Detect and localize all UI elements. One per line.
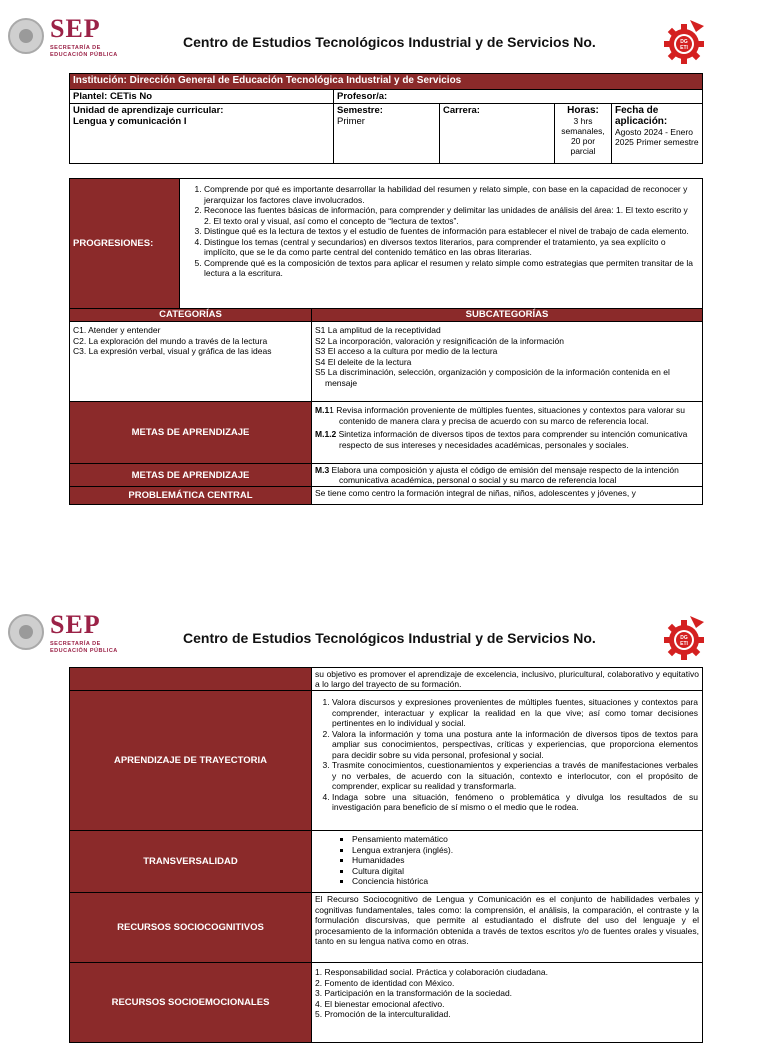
transversalidad-item: ▪ Pensamiento matemático [352,834,698,845]
institucion-cell: Institución: Dirección General de Educación Tecnológica Industrial y de Servicios [70,74,703,90]
fecha-cell [612,104,703,164]
horas-label: Horas: [567,105,599,116]
aprendizaje-label: APRENDIZAJE DE TRAYECTORIA [70,691,312,831]
page-header [0,14,768,76]
page-header [0,610,768,672]
subcategorias-header: SUBCATEGORÍAS [312,309,703,322]
aprendizaje-item: 4. Indaga sobre una situación, fenómeno o problemática y divulga los resultados de su investigación para beneficio de sí mismo o el medio que le rodea. [332,792,698,813]
subcategoria-item: S1 La amplitud de la receptividad [315,325,441,335]
mexico-seal-icon [8,614,44,650]
horas-cell [555,104,612,164]
meta-item [315,429,699,450]
fecha-value: Agosto 2024 - Enero 2025 Primer semestre [615,127,699,147]
subcategorias-cell [312,322,703,402]
meta-code: M.1 [315,405,330,415]
info-table [69,73,703,164]
semestre-cell [334,104,440,164]
meta-text: Elabora una composición y ajusta el código de emisión del mensaje respecto de la intención comunicativa académica, personal o social y su marco de referencia local [329,465,679,485]
progresiones-cell [180,179,703,309]
unidad-cell [70,104,334,164]
transversalidad-cell [312,831,703,893]
meta-item [315,405,699,426]
meta-code: M.3 [315,465,330,475]
socioemocionales-cell [312,963,703,1043]
meta-code: M.1.2 [315,429,337,439]
socioemocionales-label: RECURSOS SOCIOEMOCIONALES [70,963,312,1043]
svg-text:ETI: ETI [680,641,688,647]
socioemocional-item: 1. Responsabilidad social. Práctica y colaboración ciudadana. [315,967,548,977]
socioemocional-item: 2. Fomento de identidad con México. [315,977,455,988]
transversalidad-item: ▪ Lengua extranjera (inglés). [352,845,698,856]
subcategoria-item: S5 La discriminación, selección, organización y composición de la información contenida en el mensaje [315,367,670,388]
sep-logo [8,14,128,64]
socioemocional-item: 4. El bienestar emocional afectivo. [315,998,445,1009]
categoria-item: C2. La exploración del mundo a través de la lectura [73,335,268,346]
aprendizaje-item: 3. Trasmite conocimientos, cuestionamientos y experiencias a través de manifestaciones verbales y no verbales, de acuerdo con la situación, contexto e interlocutor, con el propósito de comprender, explicar su realidad y transformarla. [332,760,698,792]
page-title: Centro de Estudios Tecnológicos Industrial y de Servicios No. [183,630,596,646]
categoria-item: C3. La expresión verbal, visual y gráfica de las ideas [73,346,272,356]
subcategoria-item: S3 El acceso a la cultura por medio de la lectura [315,346,498,356]
sep-logo-text: SEP [50,14,101,43]
unidad-value: Lengua y comunicación I [73,116,187,127]
svg-text:DG: DG [680,635,688,641]
sep-logo [8,610,128,660]
transversalidad-list [316,834,698,887]
plantel-cell: Plantel: CETis No [70,90,334,104]
subcategoria-item: S4 El deleite de la lectura [315,356,412,367]
unidad-label: Unidad de aprendizaje curricular: [73,105,224,116]
meta-text: 1 Revisa información proveniente de múltiples fuentes, situaciones y contextos para valorar su contenido de manera clara y precisa de acuerdo con su marco de referencia local. [329,405,685,426]
dgeti-gear-icon [662,18,706,66]
svg-text:DG: DG [680,39,688,45]
aprendizaje-item: 1. Valora discursos y expresiones provenientes de múltiples fuentes, situaciones y contextos para comprender, interactuar y explicar la realidad en la que vive; así como tomar decisiones pertinentes en lo individual y social. [332,697,698,729]
metas-label-2: METAS DE APRENDIZAJE [70,464,312,487]
progresion-item: 2. Reconoce las fuentes básicas de información, para comprender y delimitar las unidades de análisis del área: 1. El texto escrito y 2. El texto oral y visual, así como el concepto de “lectura de textos”. [204,205,696,226]
progresion-item: 1. Comprende por qué es importante desarrollar la habilidad del resumen y relato simple, con base en la capacidad de reconocer y jerarquizar los factores clave involucrados. [204,184,696,205]
sociocognitivos-label: RECURSOS SOCIOCOGNITIVOS [70,893,312,963]
problematica-label: PROBLEMÁTICA CENTRAL [70,487,312,505]
sep-logo-subtitle-1: SECRETARÍA DE [50,641,101,647]
semestre-label: Semestre: [337,105,383,116]
svg-text:ETI: ETI [680,45,688,51]
aprendizaje-list [316,697,698,813]
metas-cell-1 [312,402,703,464]
dgeti-gear-icon [662,614,706,662]
sep-logo-text: SEP [50,610,101,639]
metas-label-1: METAS DE APRENDIZAJE [70,402,312,464]
socioemocional-item: 5. Promoción de la interculturalidad. [315,1009,451,1019]
sociocognitivos-cell: El Recurso Sociocognitivo de Lengua y Comunicación es el conjunto de habilidades verbales y cognitivas fundamentales, tales como: la comprensión, el análisis, la comparación, el contraste y la formulación discursivas, que permite al estudiantado el disfrute del uso del lenguaje y el procesamiento de la información obtenida a través de textos escritos y/o de fuentes orales y visuales, tanto en su lengua nativa como en otras. [312,893,703,963]
transversalidad-item: ▪ Conciencia histórica [352,876,698,887]
subcategoria-item: S2 La incorporación, valoración y resignificación de la información [315,335,564,346]
planning-table-1 [69,178,703,505]
meta-item [315,465,699,485]
categorias-header: CATEGORÍAS [70,309,312,322]
transversalidad-item: ▪ Humanidades [352,855,698,866]
semestre-value: Primer [337,116,365,127]
fecha-label: Fecha de aplicación: [615,105,668,127]
problematica-cell-1: Se tiene como centro la formación integral de niñas, niños, adolescentes y jóvenes, y [312,487,703,505]
mexico-seal-icon [8,18,44,54]
progresion-item: 4. Distingue los temas (central y secundarios) en diversos textos literarios, para comprender el tratamiento, ya sea explícito o implícito, que se le da como parte central del contenido temático en las obras literarias. [204,237,696,258]
progresiones-label: PROGRESIONES: [70,179,180,309]
problematica-continued-label [70,668,312,691]
aprendizaje-item: 2. Valora la información y toma una postura ante la información de diversos tipos de textos para ampliar sus conocimientos, perspectivas, críticas y experiencias, que proporciona elementos para decidir sobre su vida personal, profesional y social. [332,729,698,761]
sep-logo-subtitle-2: EDUCACIÓN PÚBLICA [50,52,118,58]
meta-text: Sintetiza información de diversos tipos de textos para comprender su intención comunicativa respecto de sus intereses y necesidades académicas, personales y sociales. [336,429,688,450]
transversalidad-label: TRANSVERSALIDAD [70,831,312,893]
planning-table-2 [69,667,703,1043]
progresion-item: 3. Distingue qué es la lectura de textos y el estudio de fuentes de información para establecer el nivel de trabajo de cada elemento. [204,226,696,237]
categoria-item: C1. Atender y entender [73,325,161,335]
progresiones-list [186,184,696,279]
categorias-cell [70,322,312,402]
sep-logo-subtitle-2: EDUCACIÓN PÚBLICA [50,648,118,654]
page-2 [0,600,768,1024]
transversalidad-item: ▪ Cultura digital [352,866,698,877]
progresion-item: 5. Comprende qué es la composición de textos para aplicar el resumen y relato simple como estrategias que permiten transitar de la lectura a la escritura. [204,258,696,279]
profesor-cell: Profesor/a: [334,90,703,104]
aprendizaje-cell [312,691,703,831]
page-title: Centro de Estudios Tecnológicos Industrial y de Servicios No. [183,34,596,50]
metas-cell-2 [312,464,703,487]
socioemocional-item: 3. Participación en la transformación de la sociedad. [315,988,513,998]
problematica-cell-2: su objetivo es promover el aprendizaje de excelencia, inclusivo, pluricultural, colaborativo y equitativo a lo largo del trayecto de su formación. [312,668,703,691]
horas-value: 3 hrs semanales, 20 por parcial [561,116,605,156]
carrera-cell: Carrera: [440,104,555,164]
sep-logo-subtitle-1: SECRETARÍA DE [50,45,101,51]
